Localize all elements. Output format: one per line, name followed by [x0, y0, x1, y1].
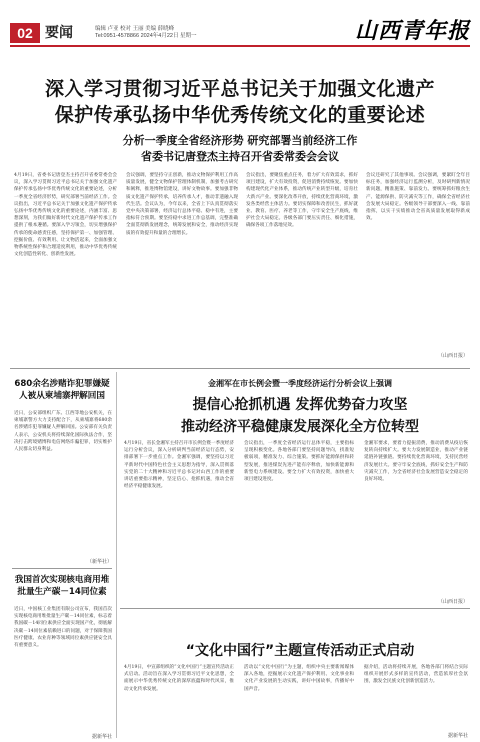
sidebar-story2-body: 近日，中国核工业集团有限公司宣布，我国首次实现核电商用堆批量生产碳－14同位素，标志着我国碳－14同位素供应全面实现国产化，彻底解决碳－14同位素依赖进口的问题，对于保障我国医疗健康、农业育种等领域同位素供应链安全具有重要意义。	[14, 607, 112, 649]
lead-body-column-2: 会议强调，要坚持守正创新，推动文物保护利用工作高质量发展，健全文物保护管理体制机制，加强考古研究和阐释，推进博物馆建设，讲好文物故事。要加强非物质文化遗产保护传承，培养传承人才，推动非遗融入现代生活。会议认为，今年以来，全省上下认真贯彻落实党中央决策部署，经济运行总体平稳、稳中有进，主要指标符合预期。要坚持稳中求进工作总基调，完整准确全面贯彻新发展理念，统筹发展和安全，推动经济实现质的有效提升和量的合理增长。	[126, 173, 238, 236]
sidebar-story2-headline: 我国首次实现核电商用堆批量生产碳－14同位素	[14, 575, 110, 597]
news1-headline-line1: 提信心抢抓机遇 发挥优势奋力攻坚	[192, 397, 408, 413]
sidebar-divider	[116, 372, 117, 738]
page-number: 02	[10, 23, 40, 43]
news1-body-column-1: 4月19日，省长金湘军主持召开市长例会暨一季度经济运行分析会议，深入分析研判当前经济运行态势，安排部署下一步重点工作。金湘军强调，要坚持以习近平新时代中国特色社会主义思想为指导，深入贯彻落实党的二十大精神和习近平总书记对山西工作的重要讲话重要指示精神，坚定信心、抢抓机遇，推动全省经济平稳健康发展。	[124, 441, 234, 490]
editor-line: 编辑 卢亚 校对 王丽 美编 薛晓峰	[95, 26, 175, 32]
sidebar-story1-body: 近日，公安部组织广东、江西等地公安机关，在柬埔寨警方大力支持配合下，从柬埔寨将680余名涉赌诈犯罪嫌疑人押解回国。公安部有关负责人表示，公安机关将持续深化国际执法合作，坚决打击跨境赌博和电信网络诈骗犯罪，切实维护人民群众切身利益。	[14, 411, 112, 453]
news1-kicker: 金湘军在市长例会暨一季度经济运行分析会议上强调	[208, 378, 392, 388]
lead-headline-line2: 保护传承弘扬中华优秀传统文化的重要论述	[54, 104, 426, 126]
news1-body-column-3: 金湘军要求，要着力提振消费，推动消费从疫后恢复转向持续扩大。要大力发展制造业，推动产业链延链补链强链。要持续优化营商环境，支持民营经济发展壮大。要守牢安全底线，抓好安全生产和防灾减灾工作，为全省经济社会发展营造安全稳定的良好环境。	[364, 441, 468, 483]
newspaper-logo: 山西青年报	[355, 18, 471, 44]
lead-subheadline-line2: 省委书记唐登杰主持召开省委常委会会议	[141, 150, 339, 163]
news2-body-column-1: 4月19日，中宣部组织的“文化中国行”主题宣传活动正式启动。活动旨在深入学习贯彻习近平文化思想，全面展示中华优秀传统文化的深厚底蕴和时代风采，推动文化传承发展。	[124, 665, 234, 692]
lead-body-column-4: 会议还研究了其他事项。会议强调，要紧盯全年目标任务，加强经济运行监测分析，及时研判新情况新问题，精准施策、靠前发力。要统筹抓好粮食生产、能源保供、防灾减灾等工作，确保全省经济社会发展大局稳定。各级领导干部要深入一线、靠前指挥，以实干实绩推动全省高质量发展取得新成效。	[366, 173, 470, 222]
sidebar-story2-source: 据新华社	[91, 734, 112, 740]
news1-source: （山西日报）	[437, 599, 468, 605]
news-divider	[120, 608, 470, 609]
issue-date-line: Tel:0951-4578866 2024年4月22日 星期一	[95, 33, 197, 39]
masthead	[0, 0, 480, 50]
lead-source: （山西日报）	[437, 353, 468, 359]
news2-source: 据新华社	[447, 733, 468, 739]
lead-body-column-3: 会议指出，要聚焦重点任务，着力扩大有效需求，抓好项目建设，扩大有效投资，促进消费持续恢复。要加快构建现代化产业体系，推动传统产业转型升级，培育壮大新兴产业。要深化改革开放，持续优化营商环境，激发各类经营主体活力。要切实保障和改善民生，抓好就业、教育、医疗、养老等工作，守牢安全生产底线，维护社会大局稳定。各级各部门要压实责任、细化措施，确保各项工作落地见效。	[246, 173, 358, 229]
news1-body-column-2: 会议指出，一季度全省经济运行总体平稳，主要指标呈现积极变化。各地各部门要坚持问题导向，找准短板弱项，精准发力、综合施策。要抓好能源保供和转型发展，推进煤炭先进产能有序释放，加快新能源和新型电力系统建设。要全力扩大有效投资，加快重大项目建设进度。	[244, 441, 354, 483]
section-divider	[10, 368, 470, 369]
lead-body-column-1: 4月19日，省委书记唐登杰主持召开省委常委会会议，深入学习贯彻习近平总书记关于加强文化遗产保护传承弘扬中华优秀传统文化的重要论述，分析一季度全省经济形势，研究部署当前经济工作。会议指出，习近平总书记关于加强文化遗产保护传承弘扬中华优秀传统文化的重要论述，内涵丰富、思想深刻，为我们做好新时代文化遗产保护传承工作提供了根本遵循。要深入学习领会，切实增强保护传承的使命感责任感，坚持保护第一、加强管理、挖掘价值、有效利用、让文物活起来，全面加强文物系统性保护和合理适度利用，推动中华优秀传统文化创造性转化、创新性发展。	[14, 173, 117, 258]
masthead-rule	[10, 45, 470, 47]
lead-subheadline-line1: 分析一季度全省经济形势 研究部署当前经济工作	[122, 134, 358, 147]
lead-headline-line1: 深入学习贯彻习近平总书记关于加强文化遗产	[44, 78, 435, 100]
sidebar-story1-source: （新华社）	[86, 559, 112, 565]
section-title: 要闻	[45, 25, 73, 41]
news2-body-column-2: 活动以“文化中国行”为主题，组织中央主要新闻媒体深入各地，挖掘展示文化遗产保护利用、文化事业和文化产业发展的生动实践，讲好中国故事，传播好中国声音。	[244, 665, 354, 692]
sidebar-story1-headline: 680余名涉赌诈犯罪嫌疑人被从柬埔寨押解回国	[14, 379, 110, 401]
sidebar-divider-h	[12, 568, 112, 569]
news1-headline-line2: 推动经济平稳健康发展深化全方位转型	[181, 419, 419, 435]
news2-body-column-3: 据介绍，活动将持续开展，各地各部门将结合实际组织开展形式多样的宣传活动，营造浓厚社会氛围，激发全民族文化创新创造活力。	[364, 665, 468, 685]
news2-headline: “文化中国行”主题宣传活动正式启动	[185, 643, 415, 659]
